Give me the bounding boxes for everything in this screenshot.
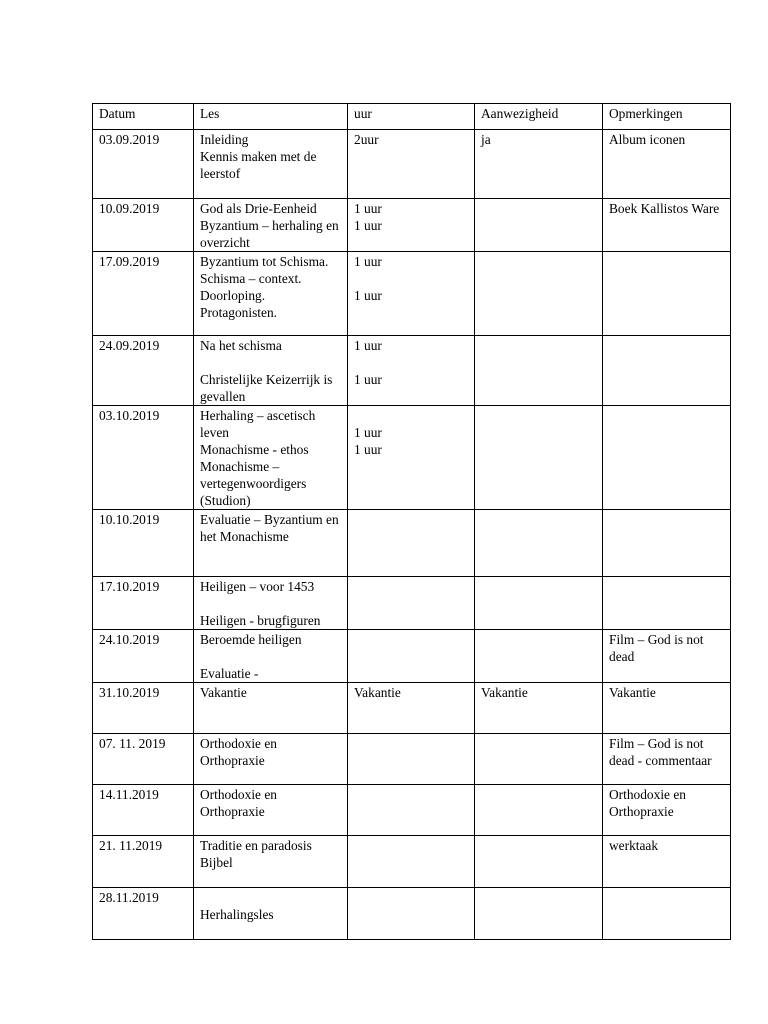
cell-datum: 17.10.2019 [93, 577, 194, 630]
cell-aanwezigheid: Vakantie [475, 683, 603, 734]
cell-aanwezigheid [475, 836, 603, 888]
header-row [93, 104, 731, 130]
cell-opmerkingen [603, 406, 731, 510]
cell-datum: 31.10.2019 [93, 683, 194, 734]
header-opmerkingen: Opmerkingen [603, 104, 731, 130]
cell-les: Byzantium tot Schisma. Schisma – context. Doorloping. Protagonisten. [194, 252, 348, 336]
cell-datum: 10.10.2019 [93, 510, 194, 577]
cell-les: God als Drie-Eenheid Byzantium – herhaling en overzicht [194, 199, 348, 252]
cell-les: Herhalingsles [194, 888, 348, 940]
cell-aanwezigheid [475, 577, 603, 630]
cell-uur: 1 uur 1 uur [348, 336, 475, 406]
cell-opmerkingen: Boek Kallistos Ware [603, 199, 731, 252]
cell-opmerkingen: Album iconen [603, 130, 731, 199]
cell-les: Beroemde heiligen Evaluatie - [194, 630, 348, 683]
cell-opmerkingen [603, 577, 731, 630]
cell-opmerkingen [603, 336, 731, 406]
cell-datum: 03.09.2019 [93, 130, 194, 199]
cell-uur: 1 uur 1 uur [348, 406, 475, 510]
table-row [93, 630, 731, 683]
cell-datum: 24.10.2019 [93, 630, 194, 683]
cell-les: Heiligen – voor 1453 Heiligen - brugfiguren [194, 577, 348, 630]
cell-opmerkingen: Vakantie [603, 683, 731, 734]
cell-aanwezigheid [475, 336, 603, 406]
table-row [93, 510, 731, 577]
cell-datum: 17.09.2019 [93, 252, 194, 336]
cell-uur: Vakantie [348, 683, 475, 734]
table-row [93, 836, 731, 888]
cell-uur [348, 888, 475, 940]
cell-les: Vakantie [194, 683, 348, 734]
cell-uur [348, 630, 475, 683]
cell-les: Na het schisma Christelijke Keizerrijk is gevallen [194, 336, 348, 406]
cell-uur: 2uur [348, 130, 475, 199]
table-row [93, 683, 731, 734]
cell-opmerkingen [603, 888, 731, 940]
cell-aanwezigheid [475, 199, 603, 252]
cell-datum: 14.11.2019 [93, 785, 194, 836]
cell-aanwezigheid [475, 734, 603, 785]
cell-opmerkingen [603, 252, 731, 336]
cell-les: Orthodoxie en Orthopraxie [194, 785, 348, 836]
cell-uur [348, 836, 475, 888]
cell-opmerkingen: werktaak [603, 836, 731, 888]
cell-les: Inleiding Kennis maken met de leerstof [194, 130, 348, 199]
cell-aanwezigheid [475, 888, 603, 940]
table-row [93, 252, 731, 336]
cell-datum: 03.10.2019 [93, 406, 194, 510]
cell-opmerkingen: Film – God is not dead [603, 630, 731, 683]
header-uur: uur [348, 104, 475, 130]
header-les: Les [194, 104, 348, 130]
cell-aanwezigheid: ja [475, 130, 603, 199]
cell-aanwezigheid [475, 630, 603, 683]
cell-opmerkingen [603, 510, 731, 577]
cell-aanwezigheid [475, 406, 603, 510]
cell-datum: 24.09.2019 [93, 336, 194, 406]
table-row [93, 577, 731, 630]
table-row [93, 130, 731, 199]
cell-les: Herhaling – ascetisch leven Monachisme - ethos Monachisme – vertegenwoordigers (Studion) [194, 406, 348, 510]
table-row [93, 199, 731, 252]
cell-opmerkingen: Film – God is not dead - commentaar [603, 734, 731, 785]
cell-datum: 21. 11.2019 [93, 836, 194, 888]
header-datum: Datum [93, 104, 194, 130]
table-row [93, 734, 731, 785]
cell-datum: 10.09.2019 [93, 199, 194, 252]
table-row [93, 406, 731, 510]
cell-uur: 1 uur 1 uur [348, 199, 475, 252]
cell-aanwezigheid [475, 510, 603, 577]
table-row [93, 785, 731, 836]
table-row [93, 888, 731, 940]
table-row [93, 336, 731, 406]
cell-les: Orthodoxie en Orthopraxie [194, 734, 348, 785]
cell-opmerkingen: Orthodoxie en Orthopraxie [603, 785, 731, 836]
cell-aanwezigheid [475, 785, 603, 836]
cell-aanwezigheid [475, 252, 603, 336]
header-aanwezigheid: Aanwezigheid [475, 104, 603, 130]
cell-uur [348, 577, 475, 630]
cell-uur [348, 785, 475, 836]
cell-les: Traditie en paradosis Bijbel [194, 836, 348, 888]
schedule-table [92, 103, 731, 940]
cell-uur: 1 uur 1 uur [348, 252, 475, 336]
schedule-body [93, 104, 731, 940]
cell-datum: 07. 11. 2019 [93, 734, 194, 785]
cell-uur [348, 510, 475, 577]
cell-datum: 28.11.2019 [93, 888, 194, 940]
cell-les: Evaluatie – Byzantium en het Monachisme [194, 510, 348, 577]
cell-uur [348, 734, 475, 785]
